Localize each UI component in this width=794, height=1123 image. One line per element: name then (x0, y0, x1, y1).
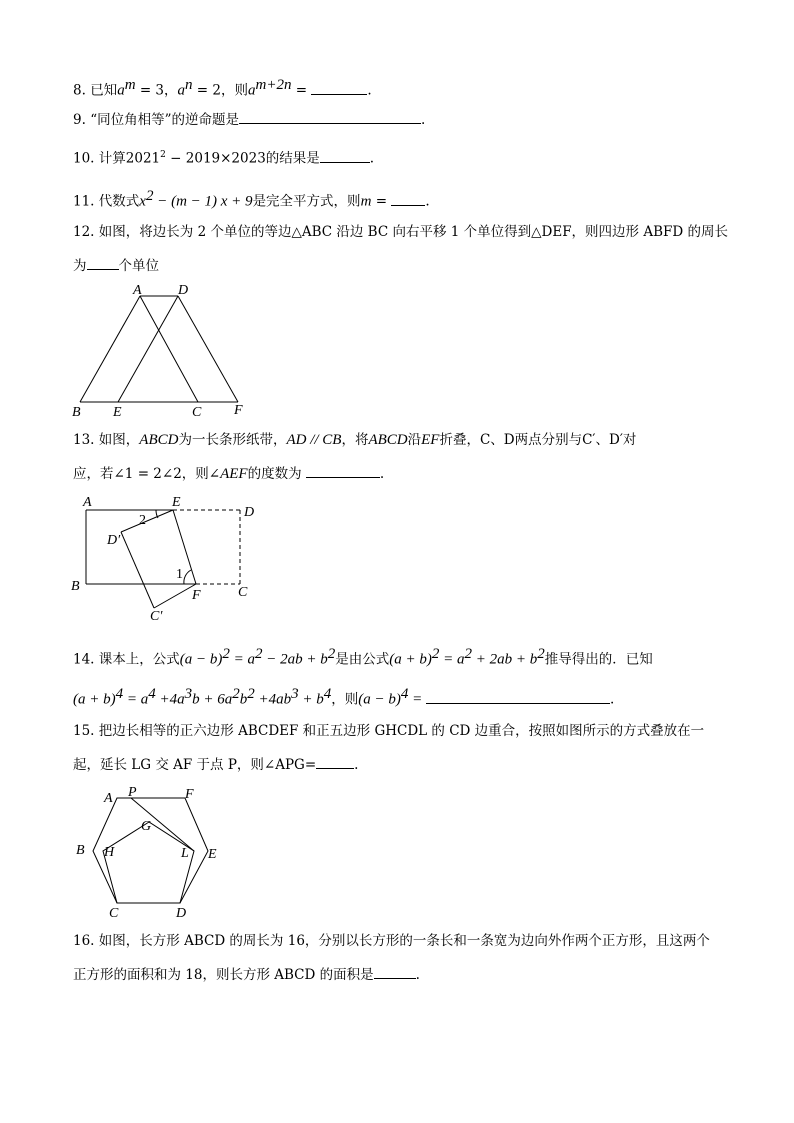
label-b: B (71, 579, 80, 594)
label-l: L (181, 846, 189, 861)
question-8: 8. 已知$a^m = 3$，$a^n = 2$，则$a^{m+2n}$ = . (73, 77, 372, 99)
question-15-line1: 15. 把边长相等的正六边形 ABCDEF 和正五边形 GHCDL 的 CD 边重合，按照如图所示的方式叠放在一 (73, 723, 705, 739)
label-b: B (76, 843, 85, 858)
answer-blank[interactable] (239, 109, 421, 124)
question-14-line2: $(a + b)^4 = a^4 +4a^3b + 6a^2b^2 +4ab^3 + b^4$，则$(a - b)^4$ = . (73, 686, 615, 708)
answer-blank[interactable] (374, 964, 416, 979)
question-15-line2: 起，延长 LG 交 AF 于点 P，则∠APG= . (73, 754, 358, 775)
label-d: D (176, 906, 187, 921)
label-a: A (104, 791, 113, 806)
question-12-line2: 为 个单位 (73, 255, 159, 276)
label-a: A (133, 283, 142, 298)
label-f: F (234, 403, 243, 418)
answer-blank[interactable] (306, 463, 380, 478)
question-14-line1: 14. 课本上，公式$(a - b)^2 = a^2 - 2ab + b^2$是由公式$(a + b)^2 = a^2 + 2ab + b^2$推导得出的．已知 (73, 646, 653, 668)
label-e: E (113, 405, 122, 420)
question-10: 10. 计算$2021^2 - 2019\times 2023$的结果是 . (73, 145, 374, 169)
question-13-line1: 13. 如图，ABCD为一长条形纸带，AD // CB，将ABCD沿EF折叠，C、D两点分别与C′、D′对 (73, 432, 637, 448)
label-d-prime: D′ (107, 533, 121, 548)
label-a: A (83, 495, 92, 510)
question-11: 11. 代数式$x^2 - (m - 1) x + 9$是完全平方式，则m = . (73, 188, 430, 210)
answer-blank[interactable] (87, 255, 119, 270)
question-12-line1: 12. 如图，将边长为 2 个单位的等边△ABC 沿边 BC 向右平移 1 个单位得到△DEF，则四边形 ABFD 的周长 (73, 224, 729, 240)
label-c: C (238, 585, 248, 600)
label-f: F (185, 787, 194, 802)
answer-blank[interactable] (391, 191, 425, 206)
answer-blank[interactable] (316, 754, 354, 769)
label-c: C (109, 906, 119, 921)
label-g: G (141, 819, 152, 834)
figure-13-folded-strip (66, 492, 286, 624)
label-h: H (104, 845, 115, 860)
label-e: E (172, 495, 181, 510)
label-d: D (178, 283, 189, 298)
label-c: C (192, 405, 202, 420)
label-b: B (72, 405, 81, 420)
answer-blank[interactable] (320, 148, 370, 163)
question-16-line1: 16. 如图，长方形 ABCD 的周长为 16，分别以长方形的一条长和一条宽为边向外作两个正方形，且这两个 (73, 933, 710, 949)
question-16-line2: 正方形的面积和为 18，则长方形 ABCD 的面积是 . (73, 964, 420, 985)
figure-15-hexagon-pentagon (70, 782, 230, 922)
figure-12-translated-triangles (70, 280, 260, 425)
label-f: F (192, 588, 201, 603)
label-e: E (208, 847, 217, 862)
question-13-line2: 应，若∠1 = 2∠2，则∠AEF的度数为 . (73, 463, 384, 484)
label-d: D (244, 505, 255, 520)
label-c-prime: C′ (150, 609, 163, 624)
question-9: 9. “同位角相等”的逆命题是 . (73, 109, 425, 130)
label-p: P (128, 785, 137, 800)
answer-blank[interactable] (426, 689, 610, 704)
answer-blank[interactable] (311, 80, 367, 95)
angle-2-label: 2 (139, 513, 146, 528)
angle-1-label: 1 (176, 567, 183, 582)
